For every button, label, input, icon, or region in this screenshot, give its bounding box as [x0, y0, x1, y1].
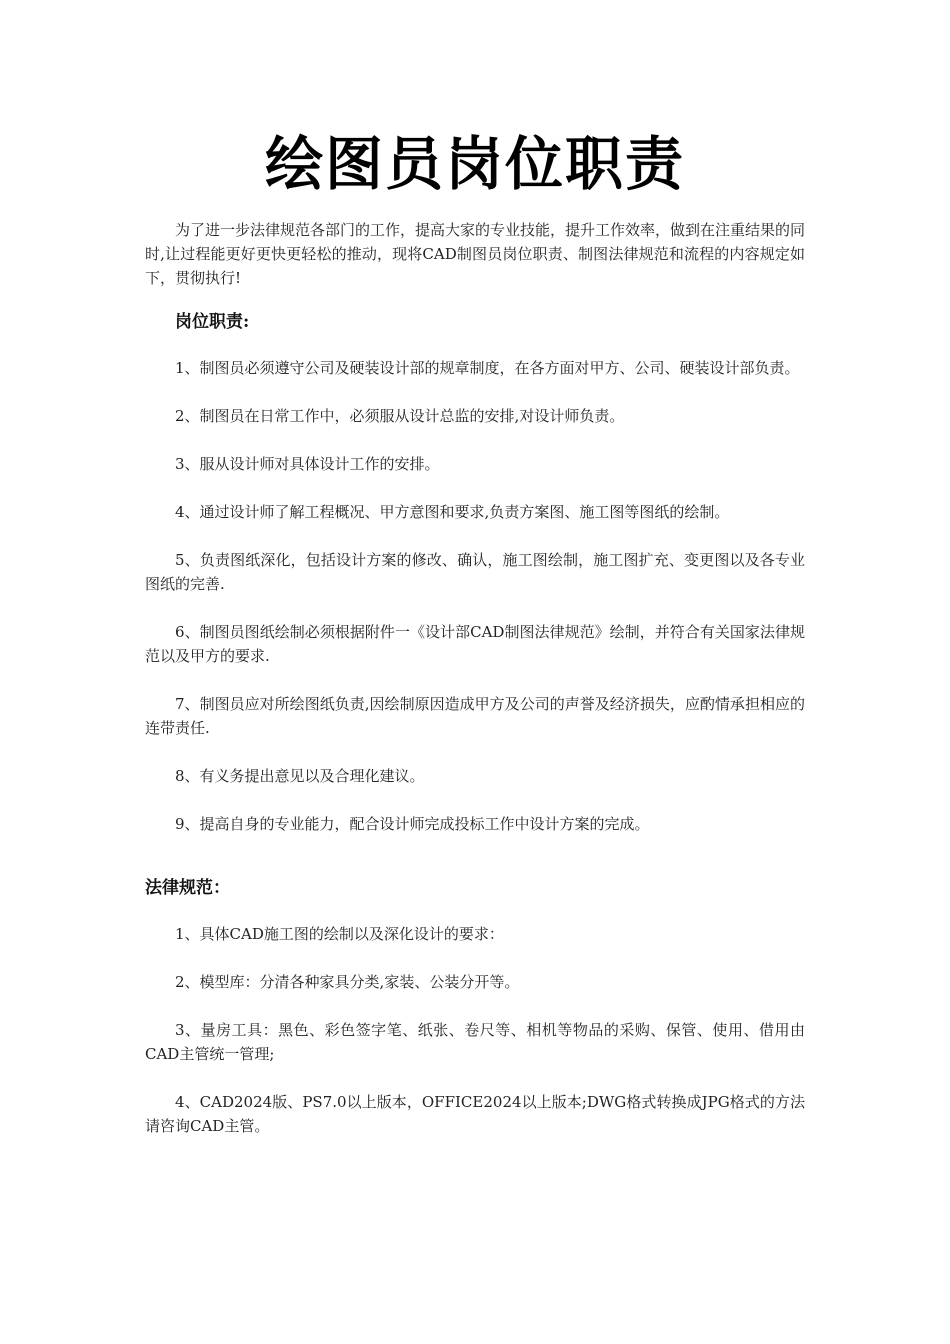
duty-item-3: 3、服从设计师对具体设计工作的安排。: [175, 455, 440, 473]
rule-item-4: 4、CAD2024版、PS7.0以上版本，OFFICE2024以上版本;DWG格式转换成JPG格式的方法请咨询CAD主管。: [145, 1093, 805, 1135]
section-heading-rules: 法律规范：: [145, 878, 230, 898]
duty-item-9: 9、提高自身的专业能力，配合设计师完成投标工作中设计方案的完成。: [175, 815, 650, 833]
duty-item-2: 2、制图员在日常工作中，必须服从设计总监的安排,对设计师负责。: [175, 407, 625, 425]
duty-item-5: 5、负责图纸深化，包括设计方案的修改、确认，施工图绘制，施工图扩充、变更图以及各专业图纸的完善.: [145, 551, 805, 593]
document-page: [145, 128, 805, 1162]
section-spacer: [145, 860, 805, 876]
rule-item-3: 3、量房工具：黑色、彩色签字笔、纸张、卷尺等、相机等物品的采购、保管、使用、借用由CAD主管统一管理;: [145, 1021, 805, 1063]
duty-item-1: 1、制图员必须遵守公司及硬装设计部的规章制度，在各方面对甲方、公司、硬装设计部负责。: [175, 359, 800, 377]
rule-item-2: 2、模型库：分清各种家具分类,家装、公装分开等。: [175, 973, 520, 991]
rule-item-1: 1、具体CAD施工图的绘制以及深化设计的要求：: [175, 925, 504, 943]
section-heading-duties: 岗位职责:: [175, 312, 250, 332]
duty-item-6: 6、制图员图纸绘制必须根据附件一《设计部CAD制图法律规范》绘制，并符合有关国家法律规范以及甲方的要求.: [145, 623, 805, 665]
duty-item-8: 8、有义务提出意见以及合理化建议。: [175, 767, 425, 785]
duty-item-4: 4、通过设计师了解工程概况、甲方意图和要求,负责方案图、施工图等图纸的绘制。: [175, 503, 730, 521]
intro-paragraph: 为了进一步法律规范各部门的工作，提高大家的专业技能，提升工作效率，做到在注重结果的同时,让过程能更好更快更轻松的推动，现将CAD制图员岗位职责、制图法律规范和流程的内容规定如下，贯彻执行!: [145, 221, 806, 287]
document-title: 绘图员岗位职责: [264, 130, 685, 198]
duty-item-7: 7、制图员应对所绘图纸负责,因绘制原因造成甲方及公司的声誉及经济损失，应酌情承担相应的连带责任.: [145, 695, 805, 737]
